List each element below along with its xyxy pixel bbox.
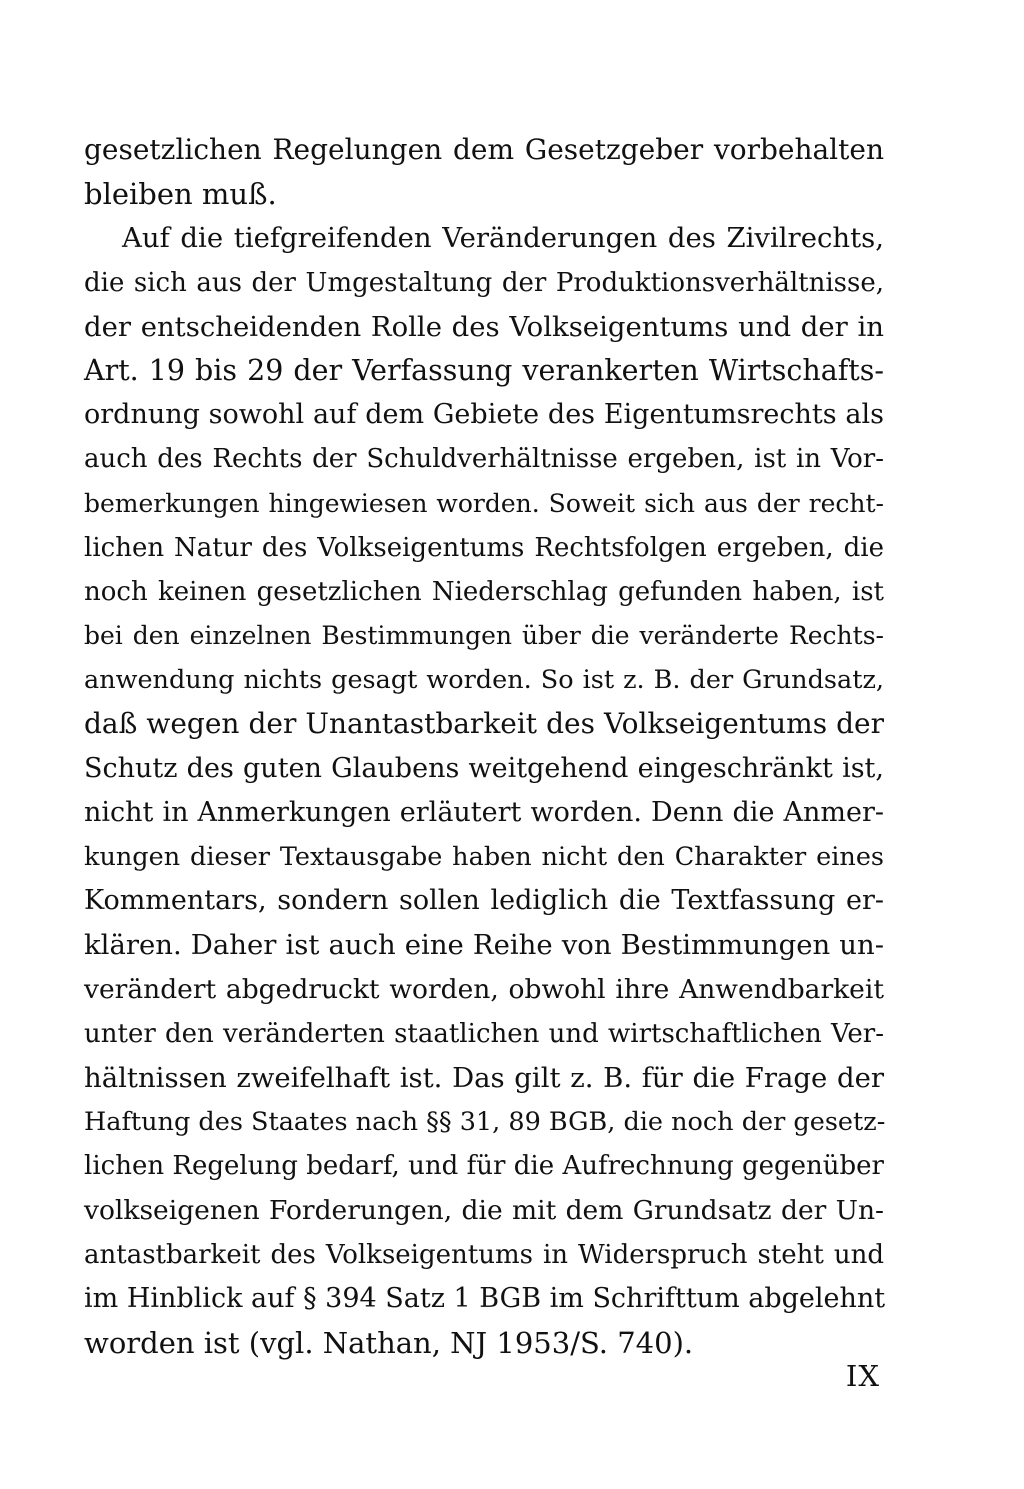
page-number: IX xyxy=(845,1359,880,1393)
text-line: noch keinen gesetzlichen Niederschlag gefunden haben, ist xyxy=(84,576,884,607)
body-text xyxy=(84,128,884,1365)
text-line: nicht in Anmerkungen erläutert worden. Denn die Anmer- xyxy=(84,796,884,828)
text-line: anwendung nichts gesagt worden. So ist z. B. der Grundsatz, xyxy=(84,665,884,696)
text-line: der entscheidenden Rolle des Volkseigentums und der in xyxy=(84,310,884,343)
text-line: verändert abgedruckt worden, obwohl ihre Anwendbarkeit xyxy=(84,973,884,1005)
text-line: Art. 19 bis 29 der Verfassung verankerten Wirtschafts- xyxy=(84,353,884,387)
text-line: lichen Regelung bedarf, und für die Aufrechnung gegenüber xyxy=(84,1151,884,1182)
paragraph-start-line: Auf die tiefgreifenden Veränderungen des Zivilrechts, xyxy=(122,222,884,255)
text-line: kungen dieser Textausgabe haben nicht den Charakter eines xyxy=(84,842,884,872)
text-line: Schutz des guten Glaubens weitgehend eingeschränkt ist, xyxy=(84,752,884,784)
text-line: im Hinblick auf § 394 Satz 1 BGB im Schrifttum abgelehnt xyxy=(84,1282,886,1314)
text-line: antastbarkeit des Volkseigentums in Widerspruch steht und xyxy=(84,1239,884,1270)
text-line: Haftung des Staates nach §§ 31, 89 BGB, die noch der gesetz- xyxy=(84,1107,886,1138)
text-line: hältnissen zweifelhaft ist. Das gilt z. B. für die Frage der xyxy=(84,1061,884,1094)
text-line: gesetzlichen Regelungen dem Gesetzgeber vorbehalten xyxy=(84,133,884,166)
text-line: unter den veränderten staatlichen und wirtschaftlichen Ver- xyxy=(84,1018,884,1049)
text-line: worden ist (vgl. Nathan, NJ 1953/S. 740). xyxy=(84,1326,694,1361)
text-line: bei den einzelnen Bestimmungen über die veränderte Rechts- xyxy=(84,621,884,651)
text-line: die sich aus der Umgestaltung der Produktionsverhältnisse, xyxy=(84,267,884,298)
text-line: auch des Rechts der Schuldverhältnisse ergeben, ist in Vor- xyxy=(84,444,884,475)
text-line: ordnung sowohl auf dem Gebiete des Eigentumsrechts als xyxy=(84,399,884,431)
text-line: klären. Daher ist auch eine Reihe von Bestimmungen un- xyxy=(84,929,884,962)
text-line: bemerkungen hingewiesen worden. Soweit sich aus der recht- xyxy=(84,488,884,518)
text-line: bleiben muß. xyxy=(84,177,277,212)
text-line: Kommentars, sondern sollen lediglich die Textfassung er- xyxy=(84,885,884,917)
text-line: volkseigenen Forderungen, die mit dem Grundsatz der Un- xyxy=(84,1194,884,1226)
text-line: lichen Natur des Volkseigentums Rechtsfolgen ergeben, die xyxy=(84,532,884,563)
text-line: daß wegen der Unantastbarkeit des Volkseigentums der xyxy=(84,707,884,741)
